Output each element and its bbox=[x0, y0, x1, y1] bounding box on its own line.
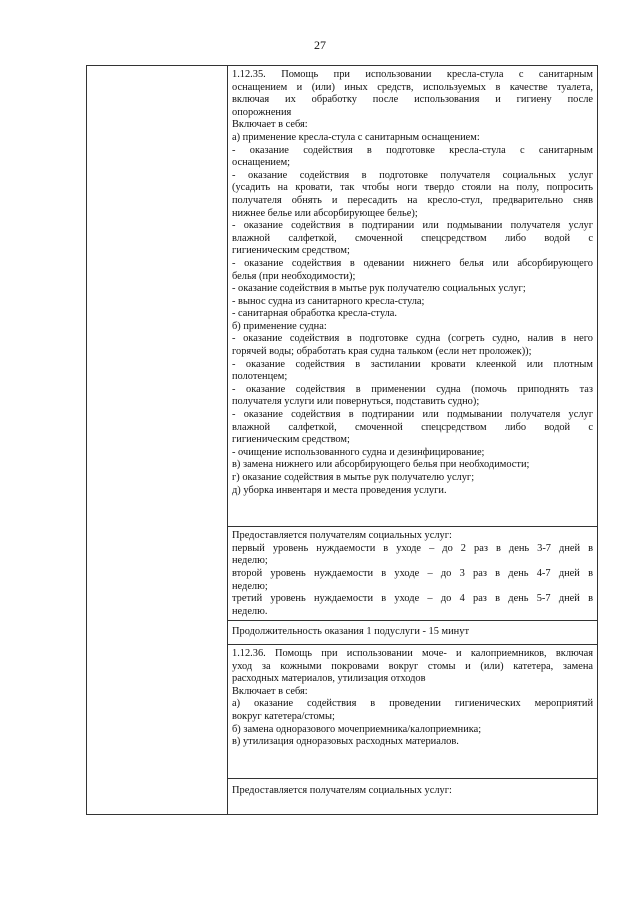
provision-line: неделю; bbox=[232, 555, 268, 567]
service-1-item: гигиеническим средством; bbox=[232, 245, 350, 257]
service-1-description bbox=[228, 66, 597, 527]
service-1-item: оснащением; bbox=[232, 157, 291, 169]
service-2-includes: Включает в себя: bbox=[232, 685, 308, 697]
right-column-cell bbox=[228, 66, 598, 815]
service-1-item: - оказание содействия в застилании кровати клеенкой или плотным bbox=[232, 358, 593, 370]
service-1-title-line: включая их обработку после использования и гигиену после bbox=[232, 94, 593, 106]
service-2-title-line: расходных материалов, утилизация отходов bbox=[232, 673, 426, 685]
service-1-item: белья (при необходимости); bbox=[232, 270, 356, 282]
service-1-item: влажной салфеткой, смоченной спецсредством либо водой с bbox=[232, 232, 593, 244]
page-number: 27 bbox=[314, 38, 326, 52]
service-2-item: а) оказание содействия в проведении гигиенических мероприятий bbox=[232, 698, 593, 710]
service-1-duration bbox=[228, 621, 597, 645]
service-2-description bbox=[228, 645, 597, 779]
provision-title: Предоставляется получателям социальных услуг: bbox=[232, 530, 452, 542]
service-2-provision bbox=[228, 779, 597, 815]
duration-text: Продолжительность оказания 1 подуслуги - 15 минут bbox=[232, 626, 469, 638]
provision-line: неделю; bbox=[232, 580, 268, 592]
service-1-item: (усадить на кровати, так чтобы ноги твердо стояли на полу, попросить bbox=[232, 182, 593, 194]
service-1-item: полотенцем; bbox=[232, 371, 288, 383]
service-1-item: г) оказание содействия в мытье рук получателю услуг; bbox=[232, 472, 475, 483]
service-1-item: - оказание содействия в мытье рук получателю социальных услуг; bbox=[232, 283, 526, 295]
service-1-title-line: опорожнения bbox=[232, 106, 292, 118]
service-1-item: влажной салфеткой, смоченной спецсредством либо водой с bbox=[232, 421, 593, 433]
service-1-item: - оказание содействия в подготовке кресла-стула с санитарным bbox=[232, 144, 593, 156]
service-1-item: получателя услуги или повернуться, подставить судно); bbox=[232, 396, 480, 408]
service-2-item: б) замена одноразового мочеприемника/калоприемника; bbox=[232, 723, 482, 735]
service-1-item: гигиеническим средством; bbox=[232, 434, 350, 446]
service-1-item: получателя обнять и пересадить на кресло-стул, предварительно сняв bbox=[232, 194, 593, 206]
service-1-item: б) применение судна: bbox=[232, 320, 327, 332]
service-1-item: - оказание содействия в подтирании или подмывании получателя услуг bbox=[232, 409, 593, 421]
service-1-item: - оказание содействия в подтирании или подмывании получателя услуг bbox=[232, 220, 593, 232]
service-1-item: - оказание содействия в подготовке судна (согреть судно, налив в него bbox=[232, 333, 593, 345]
services-table bbox=[86, 65, 598, 815]
provision-title: Предоставляется получателям социальных услуг: bbox=[232, 784, 452, 796]
service-1-item: - оказание содействия в одевании нижнего белья или абсорбирующего bbox=[232, 257, 593, 269]
service-2-title-line: уход за кожными покровами вокруг стомы и (или) катетера, замена bbox=[232, 660, 593, 672]
provision-line: неделю. bbox=[232, 605, 268, 617]
service-2-item: вокруг катетера/стомы; bbox=[232, 710, 335, 722]
service-1-includes: Включает в себя: bbox=[232, 119, 308, 131]
service-2-title-line: 1.12.36. Помощь при использовании моче- и калоприемников, включая bbox=[232, 647, 593, 659]
service-1-item: - вынос судна из санитарного кресла-стула; bbox=[232, 295, 425, 307]
provision-line: второй уровень нуждаемости в уходе – до 3 раз в день 4-7 дней в bbox=[232, 567, 593, 579]
service-1-item: а) применение кресла-стула с санитарным оснащением: bbox=[232, 131, 480, 143]
service-1-item: - очищение использованного судна и дезинфицирование; bbox=[232, 446, 485, 458]
service-1-provision bbox=[228, 527, 597, 621]
provision-line: третий уровень нуждаемости в уходе – до 4 раз в день 5-7 дней в bbox=[232, 593, 593, 605]
service-1-item: нижнее белье или абсорбирующее белье); bbox=[232, 207, 418, 219]
service-1-item: - санитарная обработка кресла-стула. bbox=[232, 308, 397, 320]
service-1-item: в) замена нижнего или абсорбирующего белья при необходимости; bbox=[232, 459, 530, 471]
service-1-title-line: 1.12.35. Помощь при использовании кресла-стула с санитарным bbox=[232, 69, 593, 80]
service-1-item: - оказание содействия в подготовке получателя социальных услуг bbox=[232, 169, 593, 181]
service-1-item: горячей воды; обработать края судна тальком (если нет проложек)); bbox=[232, 346, 532, 358]
provision-line: первый уровень нуждаемости в уходе – до 2 раз в день 3-7 дней в bbox=[232, 542, 593, 554]
service-2-item: в) утилизация одноразовых расходных материалов. bbox=[232, 736, 459, 748]
left-column-cell bbox=[87, 66, 228, 815]
service-1-item: д) уборка инвентаря и места проведения услуги. bbox=[232, 484, 447, 496]
service-1-item: - оказание содействия в применении судна (помочь приподнять таз bbox=[232, 383, 593, 395]
service-1-title-line: оснащением и (или) иных средств, используемых в качестве туалета, bbox=[232, 81, 593, 93]
